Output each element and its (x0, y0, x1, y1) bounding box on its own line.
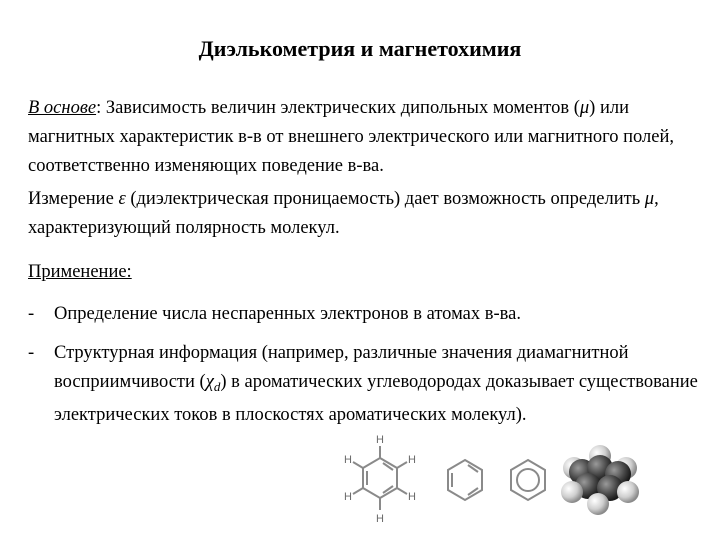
item-2-text-a: Структурная информация (например, различные значения диамагнитной восприимчивости ( (54, 343, 629, 392)
application-item-2 (54, 339, 714, 430)
item-2-text-b: ) в ароматических углеводородах доказывает существование электрических токов в плоскостях ароматических молекул). (54, 372, 698, 425)
mu-symbol-2: μ (644, 189, 655, 209)
application-heading: Применение: (28, 262, 132, 282)
chi-subscript: d (213, 379, 221, 394)
hydrogen-label: H (376, 434, 384, 446)
hydrogen-label: H (408, 454, 416, 466)
epsilon-symbol: ε (118, 189, 126, 209)
measure-paragraph (28, 185, 708, 243)
bullet-mark-1: - (28, 304, 35, 324)
page-title: Диэлькометрия и магнетохимия (198, 36, 522, 61)
mu-symbol: μ (579, 98, 590, 118)
intro-text-2: ) или магнитных характеристик в-в от внешнего электрического или магнитного полей, соответственно изменяющих поведение в-ва. (28, 98, 675, 176)
chi-symbol: χ (205, 372, 214, 392)
measure-text-2: (диэлектрическая проницаемость) дает возможность определить (125, 189, 645, 209)
benzene-aromatic-ring (503, 455, 553, 505)
intro-paragraph (28, 94, 708, 181)
benzene-kekule-structure (440, 455, 490, 505)
bullet-mark-2: - (28, 343, 35, 363)
application-item-1: Определение числа неспаренных электронов в атомах в-ва. (54, 304, 521, 324)
hydrogen-label: H (376, 513, 384, 525)
benzene-structural-formula (335, 432, 425, 524)
benzene-space-filling-model (560, 446, 640, 516)
intro-label: В основе (28, 98, 97, 118)
hydrogen-label: H (344, 454, 352, 466)
intro-text-1: : Зависимость величин электрических дипольных моментов ( (96, 98, 580, 118)
measure-text-1: Измерение (28, 189, 119, 209)
measure-text-3: , характеризующий полярность молекул. (28, 189, 659, 238)
hydrogen-label: H (344, 491, 352, 503)
hydrogen-label: H (408, 491, 416, 503)
